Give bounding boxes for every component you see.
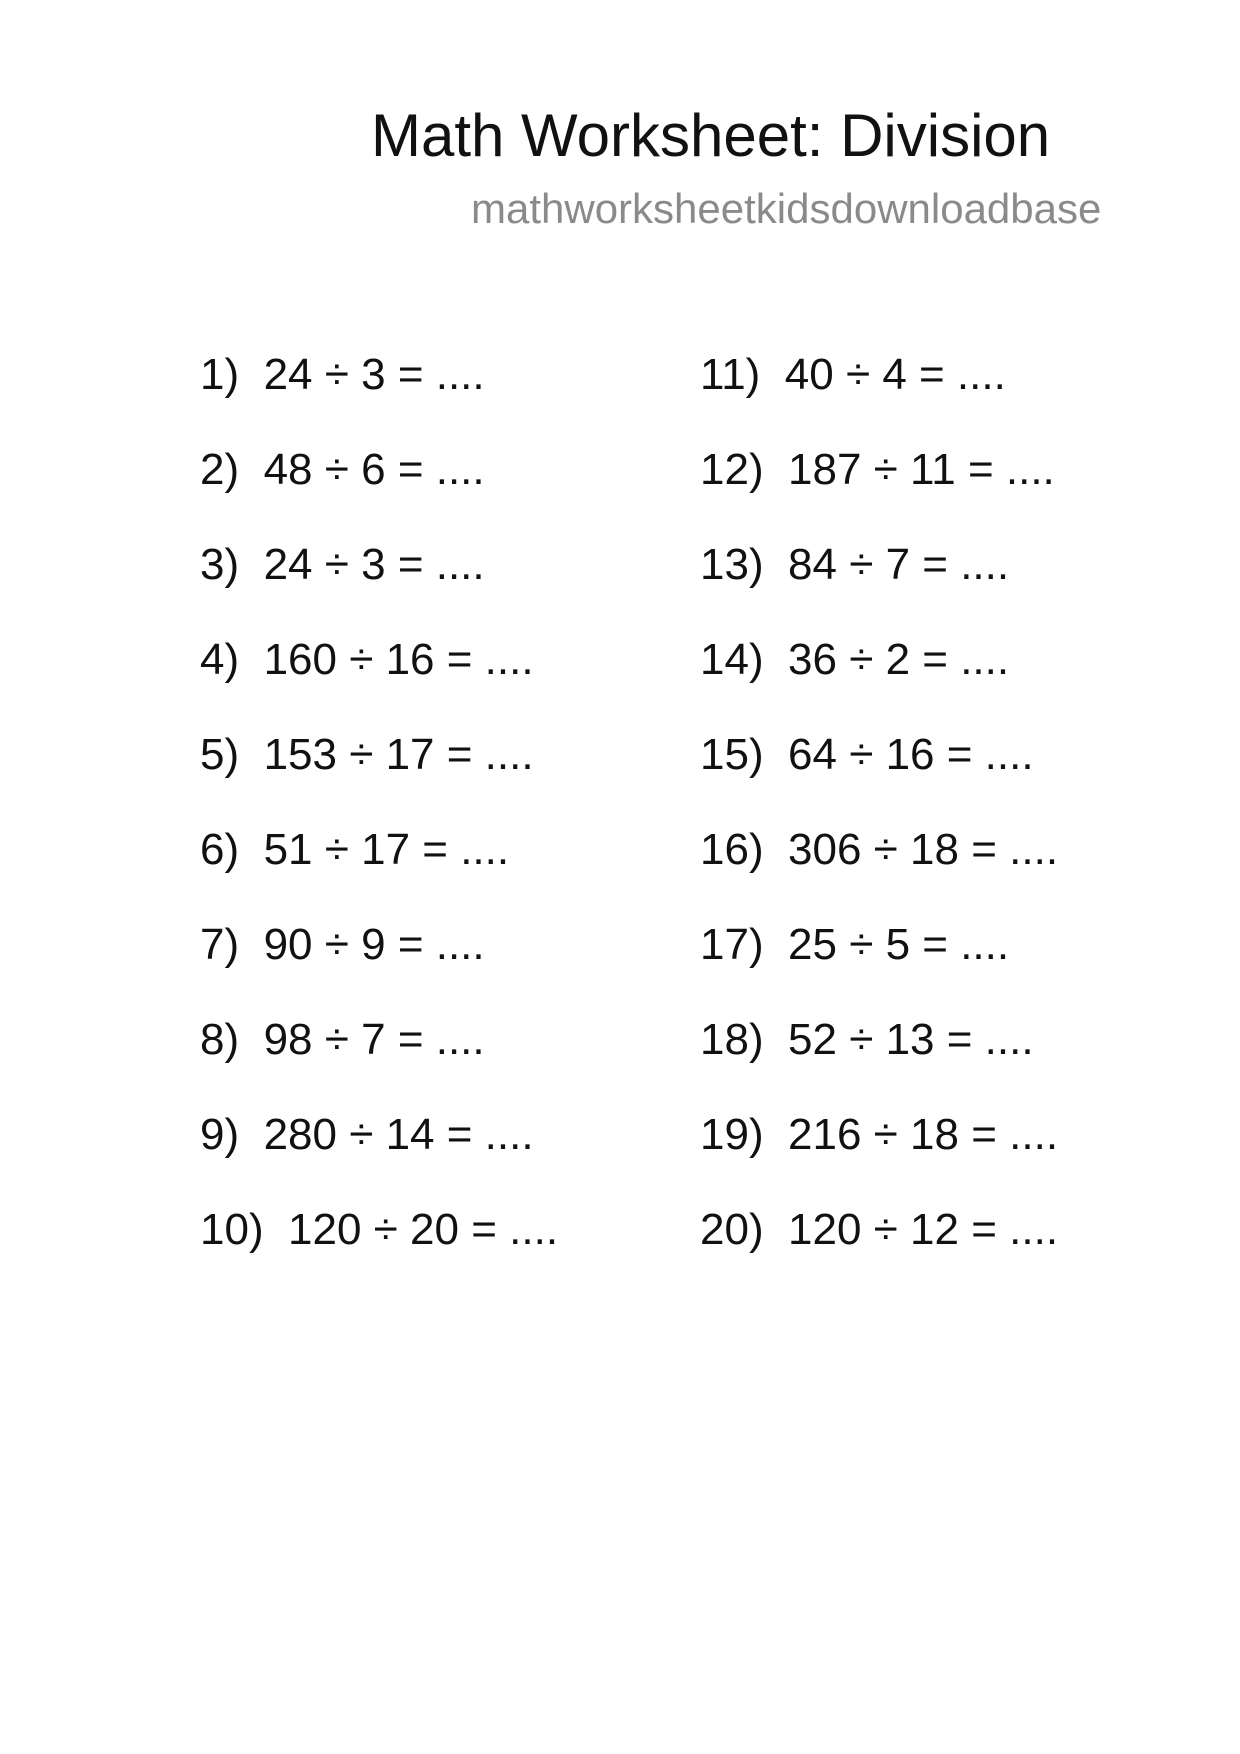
problem-expression: 120 ÷ 12 = .... <box>788 1205 1059 1254</box>
problem-14 <box>700 632 1009 688</box>
problem-number: 4) <box>200 635 240 684</box>
problem-expression: 40 ÷ 4 = .... <box>784 350 1006 399</box>
problem-expression: 280 ÷ 14 = .... <box>263 1110 534 1159</box>
problem-number: 9) <box>200 1110 240 1159</box>
problem-20 <box>700 1202 1058 1258</box>
problem-18 <box>700 1012 1034 1068</box>
problem-number: 12) <box>700 445 764 494</box>
problem-number: 5) <box>200 730 240 779</box>
problem-expression: 98 ÷ 7 = .... <box>263 1015 485 1064</box>
problem-number: 19) <box>700 1110 764 1159</box>
problem-expression: 36 ÷ 2 = .... <box>788 635 1010 684</box>
problem-expression: 216 ÷ 18 = .... <box>788 1110 1059 1159</box>
problem-number: 17) <box>700 920 764 969</box>
page-subtitle: mathworksheetkidsdownloadbase <box>471 185 1102 232</box>
problem-number: 16) <box>700 825 764 874</box>
problem-6 <box>200 822 509 878</box>
problem-number: 8) <box>200 1015 240 1064</box>
problem-expression: 52 ÷ 13 = .... <box>788 1015 1034 1064</box>
problem-expression: 64 ÷ 16 = .... <box>788 730 1034 779</box>
problem-10 <box>200 1202 558 1258</box>
problem-16 <box>700 822 1058 878</box>
problem-number: 7) <box>200 920 240 969</box>
problem-expression: 24 ÷ 3 = .... <box>263 540 485 589</box>
problem-expression: 51 ÷ 17 = .... <box>263 825 510 874</box>
problem-number: 10) <box>200 1205 264 1254</box>
problem-expression: 306 ÷ 18 = .... <box>788 825 1059 874</box>
problem-number: 1) <box>200 350 240 399</box>
page-title: Math Worksheet: Division <box>371 102 1051 169</box>
problem-19 <box>700 1107 1058 1163</box>
problem-expression: 24 ÷ 3 = .... <box>263 350 485 399</box>
problem-expression: 160 ÷ 16 = .... <box>263 635 534 684</box>
problem-3 <box>200 537 485 593</box>
problem-expression: 48 ÷ 6 = .... <box>263 445 485 494</box>
problem-15 <box>700 727 1034 783</box>
problem-expression: 187 ÷ 11 = .... <box>788 445 1055 494</box>
problem-1 <box>200 347 485 403</box>
problem-number: 3) <box>200 540 240 589</box>
problem-number: 2) <box>200 445 240 494</box>
problem-number: 15) <box>700 730 764 779</box>
problem-expression: 84 ÷ 7 = .... <box>788 540 1010 589</box>
problem-2 <box>200 442 485 498</box>
problem-13 <box>700 537 1009 593</box>
problem-11 <box>700 347 1006 403</box>
problem-expression: 153 ÷ 17 = .... <box>263 730 534 779</box>
problem-number: 14) <box>700 635 764 684</box>
problem-number: 6) <box>200 825 240 874</box>
problem-5 <box>200 727 534 783</box>
problem-number: 20) <box>700 1205 764 1254</box>
problem-17 <box>700 917 1009 973</box>
problem-expression: 120 ÷ 20 = .... <box>288 1205 559 1254</box>
problem-number: 13) <box>700 540 764 589</box>
problem-expression: 25 ÷ 5 = .... <box>788 920 1010 969</box>
problem-8 <box>200 1012 485 1068</box>
problem-9 <box>200 1107 534 1163</box>
problem-number: 18) <box>700 1015 764 1064</box>
problem-7 <box>200 917 485 973</box>
problem-number: 11) <box>700 350 761 399</box>
problem-expression: 90 ÷ 9 = .... <box>263 920 485 969</box>
problem-4 <box>200 632 534 688</box>
problem-12 <box>700 442 1055 498</box>
